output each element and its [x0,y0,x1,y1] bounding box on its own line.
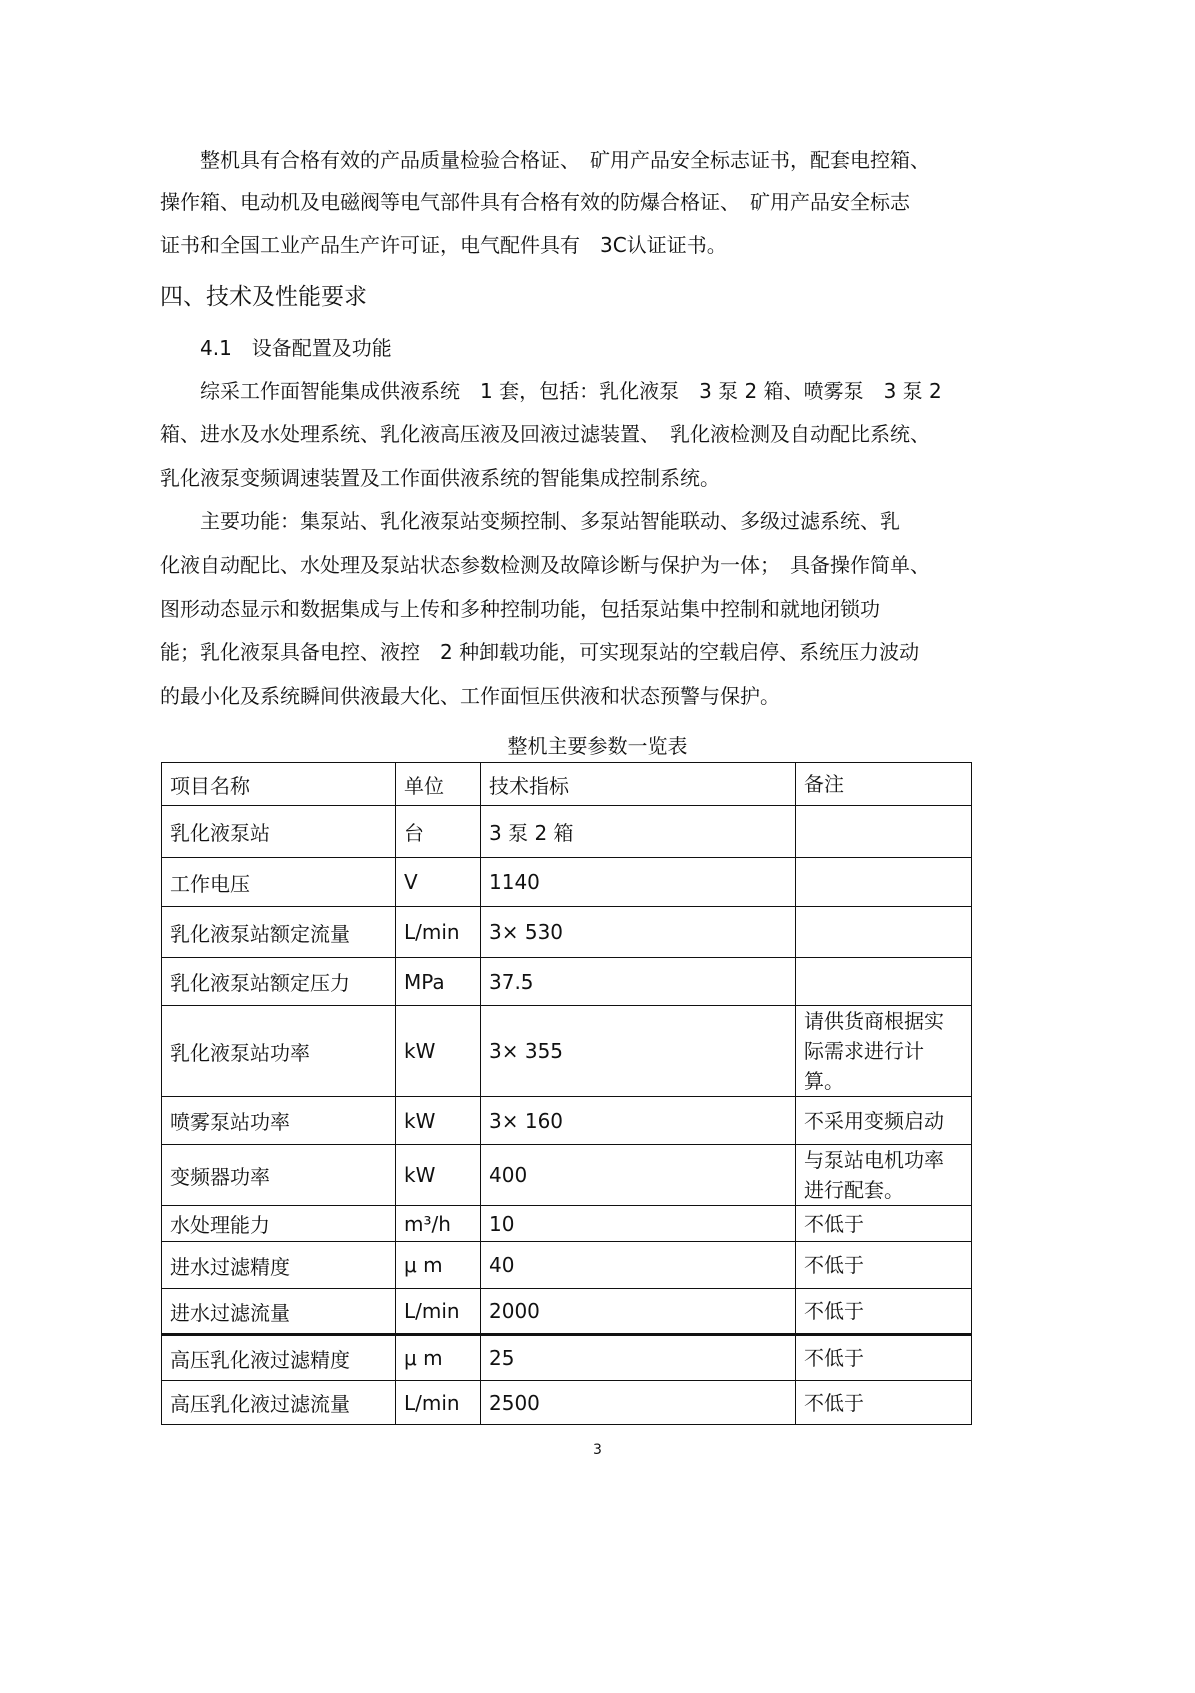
table-cell [796,858,972,907]
table-cell: 工作电压 [162,858,396,907]
table-row [162,1289,972,1335]
table-cell: 3× 355 [481,1006,796,1097]
table-cell: 3× 160 [481,1097,796,1145]
paragraph-line: 化液自动配比、水处理及泵站状态参数检测及故障诊断与保护为一体； 具备操作简单、 [160,553,930,577]
paragraph-line: 能；乳化液泵具备电控、液控 2 种卸载功能，可实现泵站的空载启停、系统压力波动 [160,640,920,664]
table-row [162,1381,972,1425]
table-cell: kW [396,1097,481,1145]
table-cell: 1140 [481,858,796,907]
table-cell: 高压乳化液过滤精度 [162,1335,396,1381]
table-cell: 不低于 [796,1335,972,1381]
table-row [162,1006,972,1097]
table-cell: μ m [396,1335,481,1381]
table-cell: 与泵站电机功率进行配套。 [796,1145,972,1206]
table-row [162,806,972,858]
table-cell: 乳化液泵站额定流量 [162,907,396,958]
table-cell [796,958,972,1006]
column-header: 单位 [396,763,481,806]
table-cell: 乳化液泵站额定压力 [162,958,396,1006]
table-cell: 变频器功率 [162,1145,396,1206]
table-cell: μ m [396,1242,481,1289]
table-cell: 2500 [481,1381,796,1425]
table-row [162,1206,972,1242]
paragraph-line: 的最小化及系统瞬间供液最大化、工作面恒压供液和状态预警与保护。 [160,684,780,708]
table-cell: 25 [481,1335,796,1381]
table-cell: m³/h [396,1206,481,1242]
table-cell [796,907,972,958]
table-cell: 进水过滤精度 [162,1242,396,1289]
table-cell: 请供货商根据实际需求进行计算。 [796,1006,972,1097]
table-cell: 乳化液泵站功率 [162,1006,396,1097]
table-cell: 2000 [481,1289,796,1335]
table-cell: 高压乳化液过滤流量 [162,1381,396,1425]
table-row [162,1335,972,1381]
table-cell: 不低于 [796,1242,972,1289]
table-row [162,1097,972,1145]
table-cell: 400 [481,1145,796,1206]
table-header-row [162,763,972,806]
table-cell: 进水过滤流量 [162,1289,396,1335]
table-cell [796,806,972,858]
table-cell: 40 [481,1242,796,1289]
table-cell: L/min [396,1289,481,1335]
table-row [162,858,972,907]
column-header: 项目名称 [162,763,396,806]
table-caption: 整机主要参数一览表 [507,734,688,758]
table-cell: 3 泵 2 箱 [481,806,796,858]
table-cell: 乳化液泵站 [162,806,396,858]
table-cell: 37.5 [481,958,796,1006]
paragraph-line: 箱、进水及水处理系统、乳化液高压液及回液过滤装置、 乳化液检测及自动配比系统、 [160,422,930,446]
table-row [162,958,972,1006]
table-cell: 喷雾泵站功率 [162,1097,396,1145]
table-cell: kW [396,1006,481,1097]
paragraph-line: 主要功能：集泵站、乳化液泵站变频控制、多泵站智能联动、多级过滤系统、乳 [160,509,900,533]
page-number: 3 [593,1442,602,1458]
table-cell: L/min [396,907,481,958]
paragraph-line: 综采工作面智能集成供液系统 1 套，包括：乳化液泵 3 泵 2 箱、喷雾泵 3 泵 2 [160,379,942,403]
table-row [162,1242,972,1289]
paragraph-line: 操作箱、电动机及电磁阀等电气部件具有合格有效的防爆合格证、 矿用产品安全标志 [160,190,910,214]
column-header: 备注 [796,763,972,806]
parameter-table [161,762,972,1425]
table-row [162,907,972,958]
paragraph-line: 乳化液泵变频调速装置及工作面供液系统的智能集成控制系统。 [160,466,720,490]
table-cell: MPa [396,958,481,1006]
section-heading: 四、技术及性能要求 [160,284,367,310]
paragraph-line: 4.1 设备配置及功能 [160,336,392,360]
table-cell: 不低于 [796,1381,972,1425]
table-cell: 不低于 [796,1289,972,1335]
paragraph-line: 整机具有合格有效的产品质量检验合格证、 矿用产品安全标志证书，配套电控箱、 [160,148,930,172]
table-cell: 10 [481,1206,796,1242]
column-header: 技术指标 [481,763,796,806]
table-row [162,1145,972,1206]
table-cell: kW [396,1145,481,1206]
table-cell: 台 [396,806,481,858]
table-cell: 不低于 [796,1206,972,1242]
table-cell: 水处理能力 [162,1206,396,1242]
table-cell: 不采用变频启动 [796,1097,972,1145]
table-cell: L/min [396,1381,481,1425]
table-cell: 3× 530 [481,907,796,958]
paragraph-line: 图形动态显示和数据集成与上传和多种控制功能，包括泵站集中控制和就地闭锁功 [160,597,880,621]
table-cell: V [396,858,481,907]
paragraph-line: 证书和全国工业产品生产许可证，电气配件具有 3C认证证书。 [160,233,727,257]
